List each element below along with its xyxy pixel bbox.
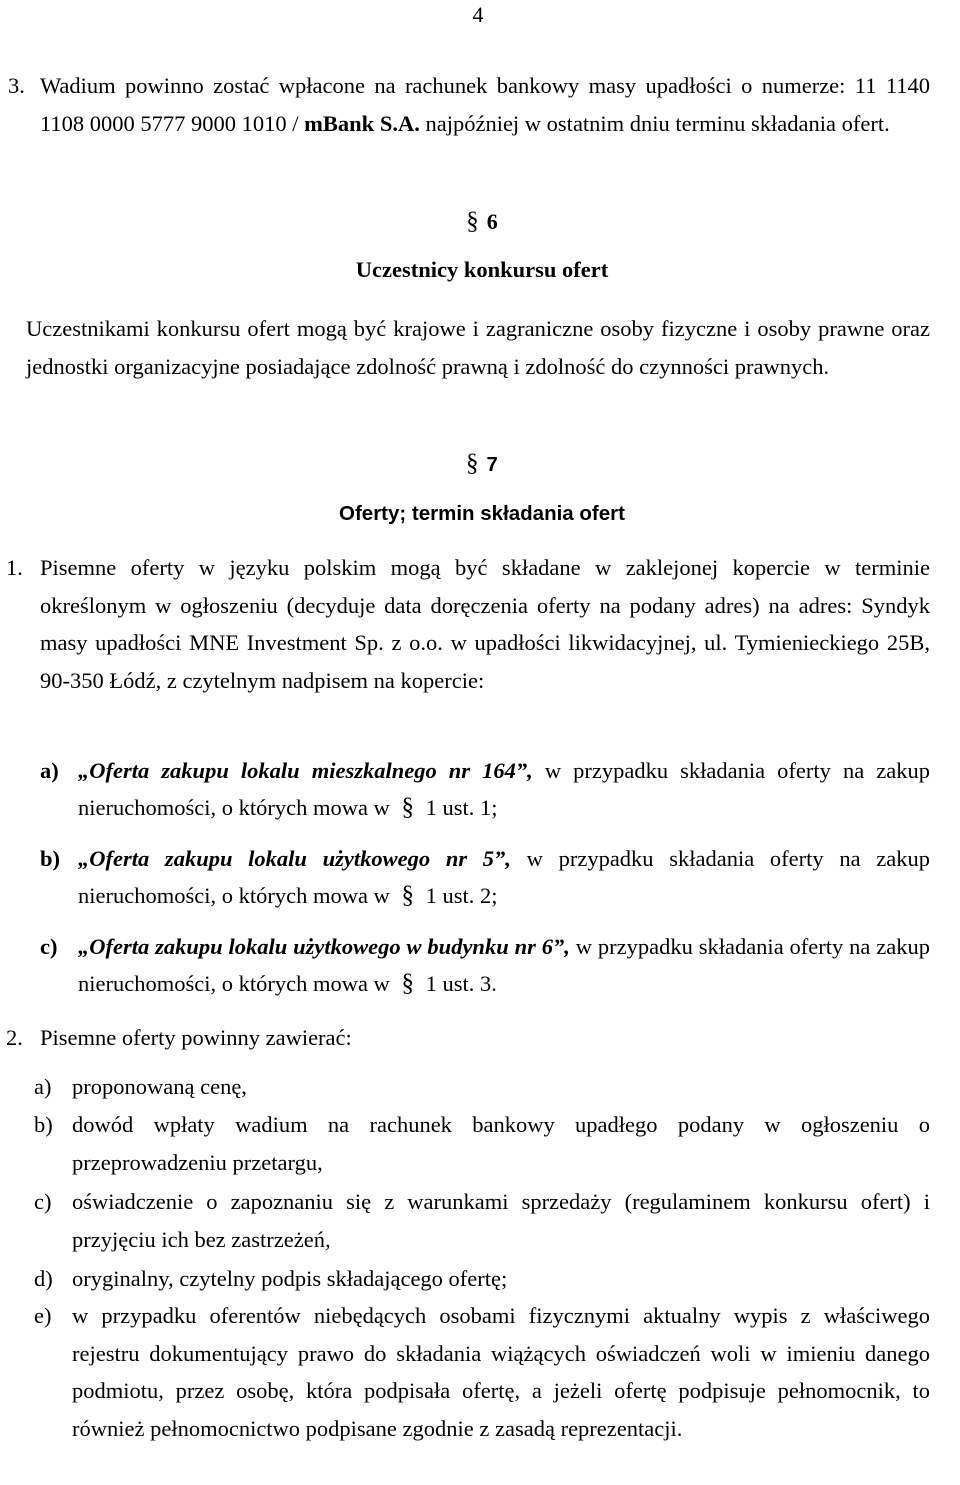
bank-name: mBank S.A.: [304, 110, 420, 136]
item-text-end: 1 ust. 1;: [419, 795, 498, 820]
paragraph-text: Pisemne oferty powinny zawierać:: [40, 1025, 352, 1050]
section-6-title: Uczestnicy konkursu ofert: [355, 257, 609, 282]
paragraph-text: Wadium powinno zostać wpłacone na rachunek bankowy masy upadłości o numerze: 11 1140 1108 0000 5777 9000 1010 /: [40, 73, 930, 136]
section-symbol: §: [401, 970, 414, 997]
section-7-mark: [0, 450, 960, 478]
paragraph-text: Pisemne oferty w języku polskim mogą być składane w zaklejonej kopercie w terminie określonym w ogłoszeniu (decyduje data doręczenia oferty na podany adres) na adres: Syndyk masy upadłości MNE Investment Sp. z o.o. w upadłości likwidacyjnej, ul. Tymienieckiego 25B, 90-350 Łódź, z czytelnym nadpisem na kopercie:: [40, 555, 930, 693]
item-text: w przypadku oferentów niebędących osobami fizycznymi aktualny wypis z właściwego rejestru dokumentujący prawo do składania wiążących oświadczeń woli w imieniu danego podmiotu, przez osobę, która podpisała ofertę, a jeżeli ofertę podpisuje pełnomocnik, to również pełnomocnictwo podpisane zgodnie z zasadą reprezentacji.: [72, 1303, 930, 1441]
section-6-body: Uczestnikami konkursu ofert mogą być krajowe i zagraniczne osoby fizyczne i osoby prawne oraz jednostki organizacyjne posiadające zdolność prawną i zdolność do czynności prawnych.: [26, 316, 930, 379]
section-6-mark: [0, 208, 960, 236]
item-text: w przypadku składania oferty na zakup nieruchomości, o których mowa w: [78, 934, 930, 996]
envelope-item-c: [40, 928, 930, 1002]
offer-name: „Oferta zakupu lokalu użytkowego nr 5”,: [78, 846, 511, 871]
item-label: c): [34, 1189, 52, 1214]
item-text: oświadczenie o zapoznaniu się z warunkami sprzedaży (regulaminem konkursu ofert) i przyjęciu ich bez zastrzeżeń,: [72, 1189, 930, 1252]
paragraph-text-end: najpóźniej w ostatnim dniu terminu składania ofert.: [419, 110, 890, 136]
offer-name: „Oferta zakupu lokalu użytkowego w budynku nr 6”,: [78, 934, 570, 959]
item-text-end: 1 ust. 3.: [419, 971, 497, 996]
page-number: 4: [472, 2, 484, 27]
contents-item-e: [34, 1297, 930, 1447]
envelope-item-a: [40, 752, 930, 826]
paragraph-number: 1.: [6, 555, 23, 580]
section-symbol: §: [466, 450, 479, 477]
contents-item-c: [34, 1183, 930, 1258]
item-label: b): [34, 1112, 53, 1137]
section-number: 7: [486, 453, 498, 476]
item-label: b): [40, 846, 61, 871]
item-text: dowód wpłaty wadium na rachunek bankowy upadłego podany w ogłoszeniu o przeprowadzeniu przetargu,: [72, 1112, 930, 1175]
item-text: w przypadku składania oferty na zakup nieruchomości, o których mowa w: [78, 758, 930, 820]
paragraph-3: [8, 67, 930, 142]
item-text-end: 1 ust. 2;: [419, 883, 498, 908]
paragraph-number: 2.: [6, 1025, 23, 1050]
contents-item-b: [34, 1106, 930, 1181]
item-label: a): [34, 1074, 52, 1099]
item-label: a): [40, 758, 59, 783]
paragraph-number: 3.: [8, 73, 25, 98]
item-label: c): [40, 934, 58, 959]
section-7-paragraph-1: [6, 549, 930, 699]
item-text: oryginalny, czytelny podpis składającego ofertę;: [72, 1266, 508, 1291]
section-7-title: Oferty; termin składania ofert: [339, 502, 625, 525]
contents-item-d: [34, 1260, 930, 1298]
contents-item-a: [34, 1068, 930, 1106]
section-symbol: §: [401, 882, 414, 909]
item-label: d): [34, 1266, 53, 1291]
section-symbol: §: [401, 794, 414, 821]
item-text: proponowaną cenę,: [72, 1074, 247, 1099]
item-text: w przypadku składania oferty na zakup nieruchomości, o których mowa w: [78, 846, 930, 908]
item-label: e): [34, 1303, 52, 1328]
section-7-paragraph-2: [6, 1019, 930, 1057]
section-number: 6: [486, 209, 498, 234]
envelope-item-b: [40, 840, 930, 914]
section-symbol: §: [466, 208, 479, 235]
offer-name: „Oferta zakupu lokalu mieszkalnego nr 164”,: [78, 758, 533, 783]
